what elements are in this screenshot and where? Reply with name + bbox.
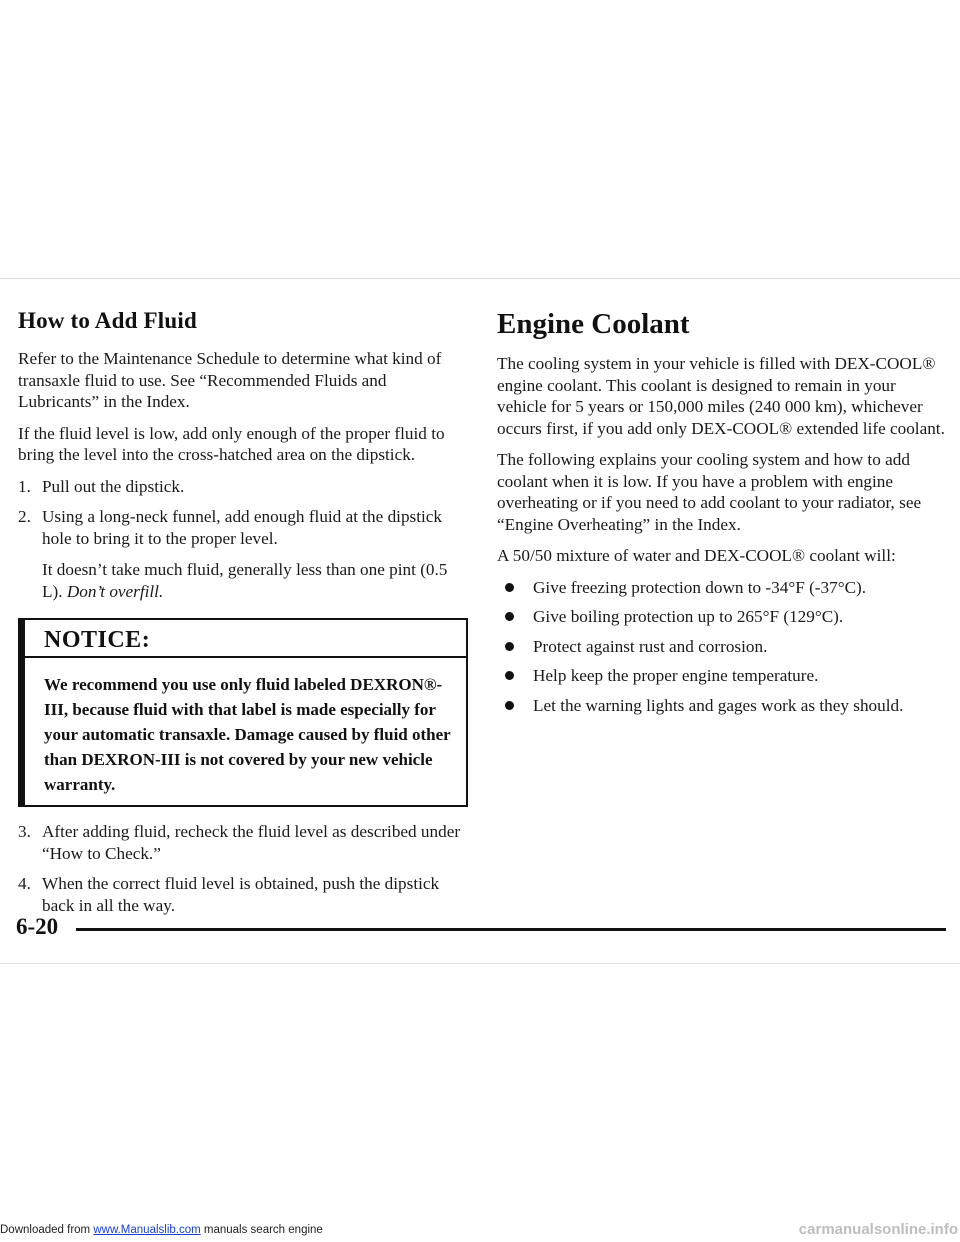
bottom-divider — [0, 963, 960, 964]
steps-list-part1 — [18, 476, 470, 603]
watermark-suffix: manuals search engine — [200, 1224, 323, 1236]
paragraph-maintenance-schedule: Refer to the Maintenance Schedule to determine what kind of transaxle fluid to use. See “Recommended Fluids and Lubricants” in the Index. — [18, 349, 442, 411]
list-item — [497, 665, 949, 687]
notice-header — [20, 620, 466, 658]
steps-list-part2 — [18, 821, 470, 916]
step-number: 3. — [18, 822, 31, 841]
bullet-text: Give freezing protection down to -34°F (-37°C). — [533, 577, 867, 597]
step-item — [18, 506, 470, 602]
bullet-text: Protect against rust and corrosion. — [533, 636, 768, 656]
footer-rule — [76, 928, 946, 931]
paragraph-fluid-level-low: If the fluid level is low, add only enough of the proper fluid to bring the level into the cross-hatched area on the dipstick. — [18, 423, 445, 464]
notice-body: We recommend you use only fluid labeled DEXRON®-III, because fluid with that label is made especially for your automatic transaxle. Damage caused by fluid other than DEXRON-III is not covered by your new vehicle warranty. — [20, 658, 466, 805]
step-text: Pull out the dipstick. — [42, 476, 185, 496]
top-divider — [0, 278, 960, 279]
bullet-icon — [505, 583, 514, 592]
step-text: Using a long-neck funnel, add enough fluid at the dipstick hole to bring it to the proper level. — [42, 507, 442, 548]
bullet-text: Give boiling protection up to 265°F (129°C). — [533, 607, 844, 626]
right-column — [497, 308, 949, 724]
paragraph-mixture: A 50/50 mixture of water and DEX-COOL® coolant will: — [497, 546, 896, 565]
bullet-text: Let the warning lights and gages work as they should. — [533, 695, 904, 715]
step-number: 2. — [18, 507, 31, 526]
bullet-text: Help keep the proper engine temperature. — [533, 666, 819, 685]
step-item — [18, 873, 470, 916]
notice-title: NOTICE: — [44, 627, 151, 653]
bullet-icon — [505, 642, 514, 651]
page-number: 6-20 — [16, 914, 59, 939]
engine-coolant-heading: Engine Coolant — [497, 308, 690, 340]
download-watermark — [0, 1224, 323, 1236]
watermark-prefix: Downloaded from — [0, 1224, 94, 1236]
left-column — [18, 308, 470, 925]
page-footer — [16, 914, 946, 944]
step-item — [18, 821, 470, 864]
manualslib-link[interactable]: www.Manualslib.com — [93, 1224, 201, 1236]
list-item — [497, 577, 949, 599]
step-note-text: It doesn’t take much fluid, generally less than one pint (0.5 L). — [42, 560, 448, 601]
list-item — [497, 606, 949, 628]
how-to-add-fluid-heading: How to Add Fluid — [18, 308, 197, 333]
list-item — [497, 695, 949, 717]
bullet-icon — [505, 671, 514, 680]
step-text: After adding fluid, recheck the fluid level as described under “How to Check.” — [42, 822, 461, 863]
bullet-icon — [505, 701, 514, 710]
paragraph-cooling-system: The cooling system in your vehicle is filled with DEX-COOL® engine coolant. This coolant is designed to remain in your vehicle for 5 years or 150,000 miles (240 000 km), whichever occurs first, if you add only DEX-COOL® extended life coolant. — [497, 354, 945, 438]
step-number: 4. — [18, 874, 31, 893]
list-item — [497, 636, 949, 658]
coolant-benefits-list — [497, 577, 949, 717]
step-item — [18, 476, 470, 498]
site-watermark: carmanualsonline.info — [798, 1221, 958, 1238]
bullet-icon — [505, 612, 514, 621]
step-number: 1. — [18, 476, 31, 496]
notice-box — [18, 618, 468, 807]
step-note — [42, 559, 470, 602]
step-note-emphasis: Don’t overfill. — [66, 581, 164, 601]
paragraph-following-explains: The following explains your cooling system and how to add coolant when it is low. If you have a problem with engine overheating or if you need to add coolant to your radiator, see “Engine Overheating” in the Index. — [497, 450, 922, 534]
step-text: When the correct fluid level is obtained, push the dipstick back in all the way. — [42, 874, 440, 915]
